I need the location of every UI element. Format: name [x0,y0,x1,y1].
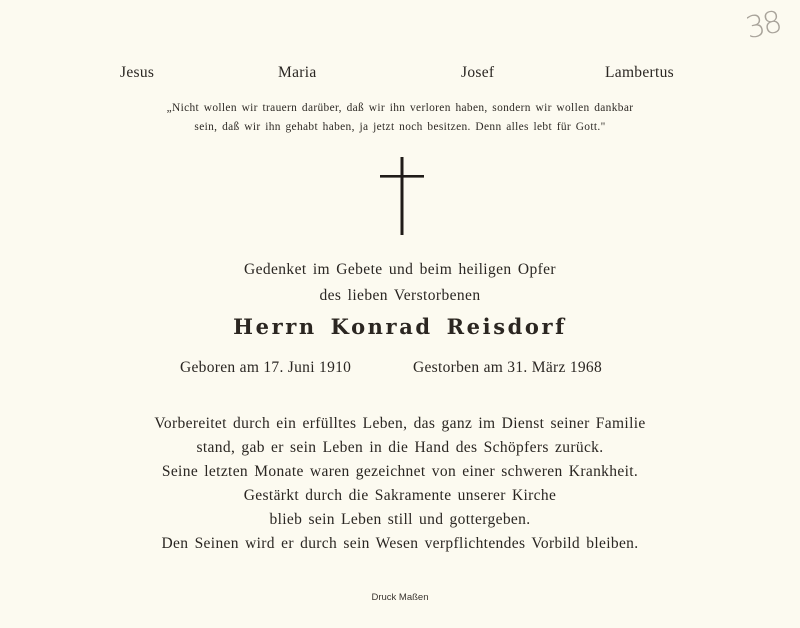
memorial-text [0,412,800,556]
saint-name-josef: Josef [461,64,495,81]
handwritten-page-number: 38 [742,4,784,47]
deceased-name: Herrn Konrad Reisdorf [233,314,567,339]
memorial-text-line-6: Den Seinen wird er durch sein Wesen verpflichtendes Vorbild bleiben. [161,535,639,552]
prayer-intro [0,257,800,309]
memorial-quote [0,99,800,137]
printer-credit: Druck Maßen [371,592,429,603]
intro-line-1: Gedenket im Gebete und beim heiligen Opfer [243,261,556,278]
saint-name-jesus: Jesus [120,64,155,81]
life-dates [0,359,800,381]
death-date: Gestorben am 31. März 1968 [413,359,603,376]
cross-icon [380,157,424,235]
memorial-text-line-1: Vorbereitet durch ein erfülltes Leben, das ganz im Dienst seiner Familie [154,415,646,432]
quote-line-2: sein, daß wir ihn gehabt haben, ja jetzt noch besitzen. Denn alles lebt für Gott." [194,121,606,133]
memorial-text-line-5: blieb sein Leben still und gottergeben. [269,511,531,528]
birth-date: Geboren am 17. Juni 1910 [180,359,352,376]
intro-line-2: des lieben Verstorbenen [319,287,481,304]
saint-name-maria: Maria [278,64,317,81]
saint-name-lambertus: Lambertus [605,64,674,81]
memorial-text-line-4: Gestärkt durch die Sakramente unserer Kirche [243,487,557,504]
memorial-text-line-2: stand, gab er sein Leben in die Hand des Schöpfers zurück. [196,439,604,456]
memorial-text-line-3: Seine letzten Monate waren gezeichnet von einer schweren Krankheit. [161,463,639,480]
saints-names-row [0,64,800,84]
quote-line-1: „Nicht wollen wir trauern darüber, daß wir ihn verloren haben, sondern wir wollen dankbar [166,102,634,114]
